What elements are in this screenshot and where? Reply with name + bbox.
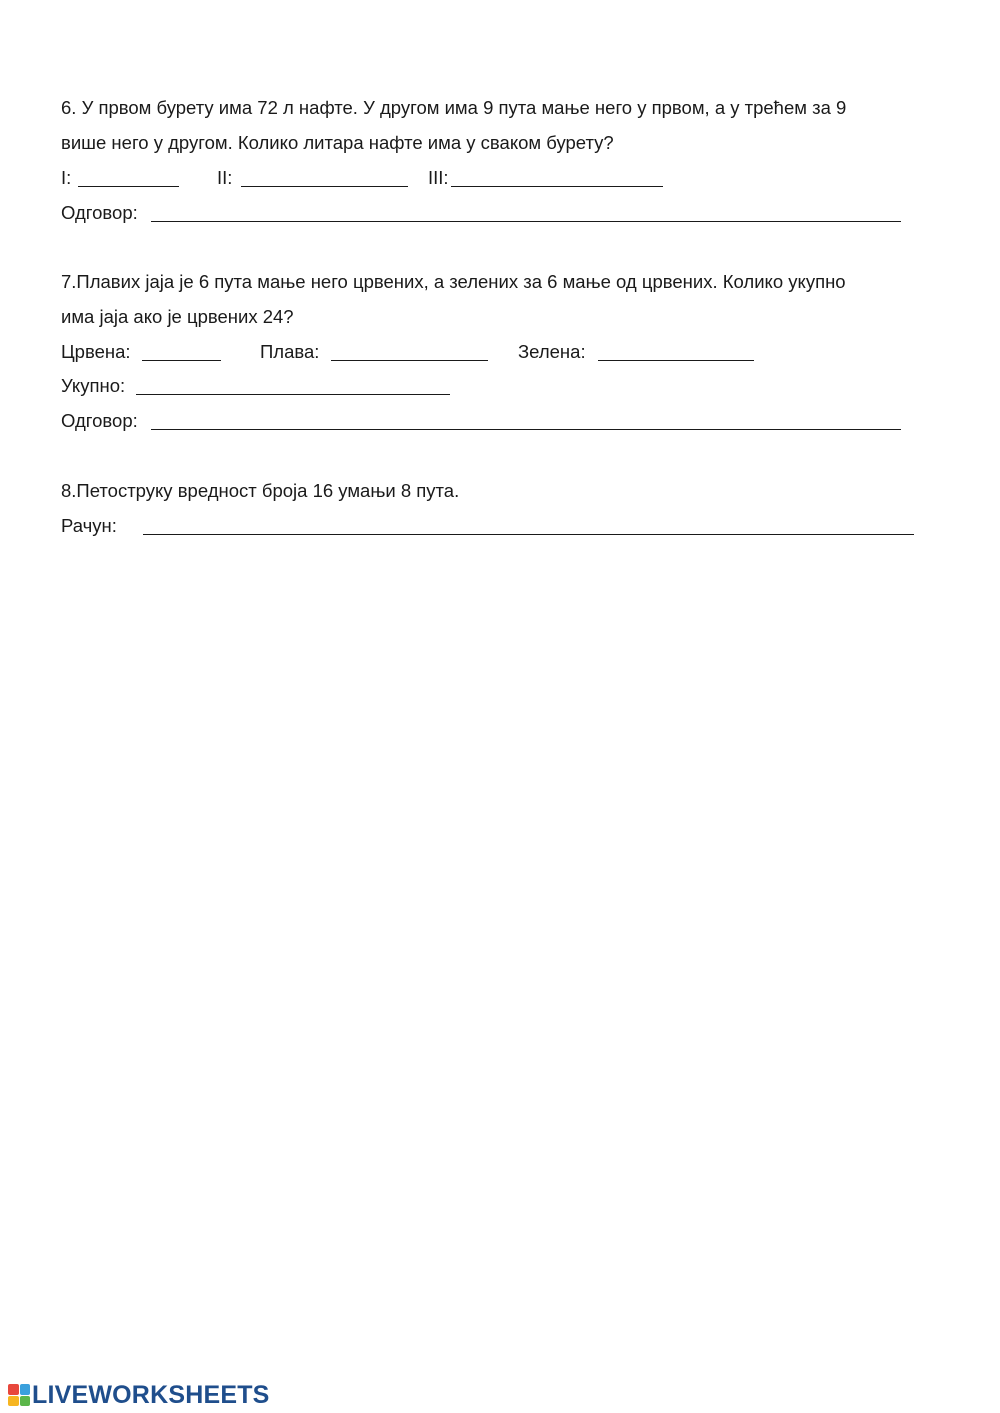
- problem-7-text-line-1: 7.Плавих јаја је 6 пута мање него црвених, а зелених за 6 мање од црвених. Колико укупно: [61, 271, 846, 292]
- blank-line: [151, 221, 901, 222]
- blank-line: [451, 186, 663, 187]
- problem-7-label-green: Зелена:: [518, 341, 586, 362]
- problem-6-answer-iii-field[interactable]: [451, 166, 663, 190]
- problem-7-answer-field[interactable]: [151, 409, 901, 433]
- problem-6-label-iii: III:: [428, 167, 449, 188]
- problem-6-text-line-1: 6. У првом бурету има 72 л нафте. У другом има 9 пута мање него у првом, а у трећем за 9: [61, 97, 847, 118]
- problem-7-red-field[interactable]: [142, 340, 221, 364]
- problem-7-label-blue: Плава:: [260, 341, 320, 362]
- problem-7-total-label: Укупно:: [61, 375, 126, 396]
- problem-7-answer-label: Одговор:: [61, 410, 138, 431]
- problem-6-answer-ii-field[interactable]: [241, 166, 408, 190]
- problem-7-total-field[interactable]: [136, 374, 450, 398]
- problem-6-answer-field[interactable]: [151, 201, 901, 225]
- blank-line: [241, 186, 408, 187]
- blank-line: [151, 429, 901, 430]
- liveworksheets-logo: [8, 1380, 270, 1410]
- brand-name: LIVEWORKSHEETS: [32, 1380, 270, 1409]
- problem-7-text-line-2: има јаја ако је црвених 24?: [61, 306, 294, 327]
- blank-line: [78, 186, 179, 187]
- problem-8-calc-field[interactable]: [143, 514, 914, 538]
- problem-6-label-i: I:: [61, 167, 72, 188]
- problem-6-text-line-2: више него у другом. Колико литара нафте има у сваком бурету?: [61, 132, 614, 153]
- blank-line: [136, 394, 450, 395]
- problem-8-calc-label: Рачун:: [61, 515, 117, 536]
- blank-line: [142, 360, 221, 361]
- blank-line: [143, 534, 914, 535]
- problem-8-text: 8.Петоструку вредност броја 16 умањи 8 пута.: [61, 480, 460, 501]
- problem-6-answer-label: Одговор:: [61, 202, 138, 223]
- problem-6-label-ii: II:: [217, 167, 233, 188]
- problem-7-green-field[interactable]: [598, 340, 754, 364]
- blank-line: [331, 360, 488, 361]
- logo-grid-icon: [8, 1384, 30, 1406]
- problem-7-label-red: Црвена:: [61, 341, 131, 362]
- blank-line: [598, 360, 754, 361]
- problem-7-blue-field[interactable]: [331, 340, 488, 364]
- problem-6-answer-i-field[interactable]: [78, 166, 179, 190]
